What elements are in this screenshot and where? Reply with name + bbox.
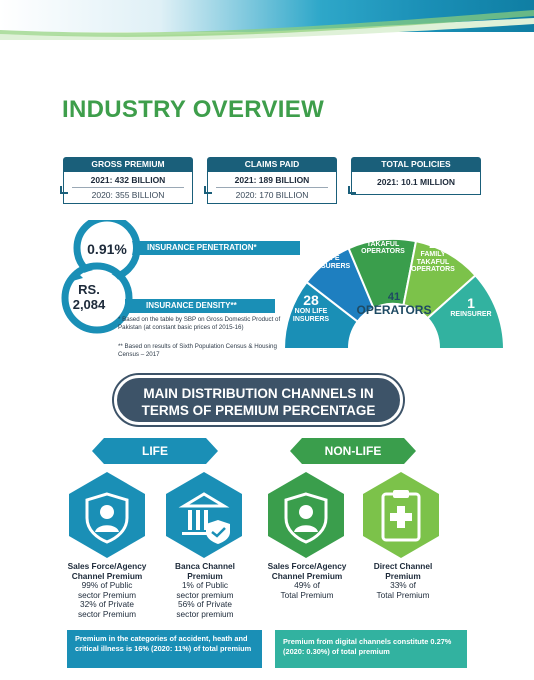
- header-wave: [0, 0, 534, 40]
- agent-icon: [264, 470, 348, 560]
- channel-stat: sector Premium: [77, 589, 137, 600]
- divider: [72, 187, 184, 188]
- segment-label-family-takaful: [408, 236, 458, 274]
- segment-label-non-life: [286, 293, 336, 323]
- non-life-count: 28: [303, 292, 319, 308]
- operators-total-number: 41: [387, 291, 401, 303]
- density-currency: RS.: [78, 282, 100, 297]
- channel-stat: 49% of: [294, 580, 320, 590]
- non-life-label: NON LIFE INSURERS: [292, 308, 330, 323]
- life-footnote: Premium in the categories of accident, heath and critical illness is 16% (2020: 11%) of total premium: [67, 630, 262, 668]
- segment-label-general-takaful: [358, 218, 408, 256]
- gross-premium-2020: 2020: 355 BILLION: [91, 190, 165, 200]
- claims-paid-2020: 2020: 170 BILLION: [235, 190, 309, 200]
- footnote-gdp: * Based on the table by SBP on Gross Domestic Product of Pakistan (at constant basic prices of 2015-16): [118, 316, 281, 331]
- agent-icon: [65, 470, 149, 560]
- channel-title: Banca Channel: [175, 561, 235, 571]
- reinsurer-count: 1: [467, 295, 475, 311]
- gross-premium-card: [63, 157, 193, 204]
- total-policies-2021: 2021: 10.1 MILLION: [377, 177, 455, 187]
- life-label: LIFE INSURERS: [314, 255, 351, 270]
- channel-title: Premium: [385, 570, 421, 581]
- claims-paid-2021: 2021: 189 BILLION: [234, 175, 310, 185]
- channel-title: Sales Force/Agency: [267, 561, 347, 571]
- distribution-heading-line2: TERMS OF PREMIUM PERCENTAGE: [141, 403, 376, 418]
- card-corner: [204, 186, 212, 194]
- segment-label-life: [312, 240, 352, 270]
- footnote-census: ** Based on results of Sixth Population Census & Housing Census – 2017: [118, 343, 277, 358]
- distribution-heading-line1: MAIN DISTRIBUTION CHANNELS IN: [143, 386, 374, 401]
- penetration-value: 0.91%: [87, 241, 127, 257]
- divider: [216, 187, 328, 188]
- channel-stat: 33% of: [390, 580, 416, 590]
- total-policies-header: TOTAL POLICIES: [351, 157, 481, 172]
- claims-paid-header: CLAIMS PAID: [207, 157, 337, 172]
- family-takaful-label: FAMILY TAKAFUL OPERATORS: [411, 251, 455, 273]
- channel-title: Direct Channel: [373, 561, 433, 571]
- channel-stat: 32% of Private: [80, 599, 134, 609]
- channel-title: Channel Premium: [71, 570, 143, 581]
- clipboard-medical-icon: [359, 470, 443, 560]
- density-value: [64, 282, 114, 312]
- channel-stat: 56% of Private: [178, 599, 232, 609]
- channel-stat: sector premium: [176, 608, 234, 619]
- operators-total: [356, 291, 432, 317]
- claims-paid-card: [207, 157, 337, 204]
- card-corner: [348, 186, 356, 194]
- channel-title: Sales Force/Agency: [67, 561, 147, 571]
- channel-stat: 1% of Public: [181, 580, 229, 590]
- channel-title: Channel Premium: [271, 570, 343, 581]
- card-corner: [60, 186, 68, 194]
- channel-stat: 99% of Public: [81, 580, 133, 590]
- life-tab: LIFE: [142, 444, 168, 458]
- operators-total-label: OPERATORS: [356, 303, 432, 317]
- channel-stat: sector premium: [176, 589, 234, 600]
- general-takaful-label: GENERAL TAKAFUL OPERATORS: [361, 233, 405, 255]
- family-takaful-count: 2: [429, 235, 437, 251]
- page-title: INDUSTRY OVERVIEW: [62, 96, 325, 123]
- gross-premium-header: GROSS PREMIUM: [63, 157, 193, 172]
- channel-stat: Total Premium: [376, 589, 430, 600]
- segment-label-reinsurer: [446, 296, 496, 319]
- reinsurer-label: REINSURER: [450, 311, 492, 318]
- density-amount: 2,084: [72, 297, 106, 312]
- channel-stat: Total Premium: [280, 589, 334, 600]
- gross-premium-2021: 2021: 432 BILLION: [90, 175, 166, 185]
- penetration-label: INSURANCE PENETRATION*: [147, 243, 257, 252]
- life-count: 8: [328, 239, 336, 255]
- channel-stat: sector Premium: [77, 608, 137, 619]
- channel-title: Premium: [187, 570, 223, 581]
- density-label: INSURANCE DENSITY**: [146, 301, 237, 310]
- nonlife-direct-channel: [344, 562, 462, 600]
- nonlife-tab: NON-LIFE: [324, 444, 382, 458]
- nonlife-footnote: Premium from digital channels constitute 0.27% (2020: 0.30%) of total premium: [275, 630, 467, 668]
- total-policies-card: [351, 157, 481, 195]
- general-takaful-count: 2: [379, 217, 387, 233]
- distribution-heading: [114, 375, 403, 425]
- bank-shield-icon: [162, 470, 246, 560]
